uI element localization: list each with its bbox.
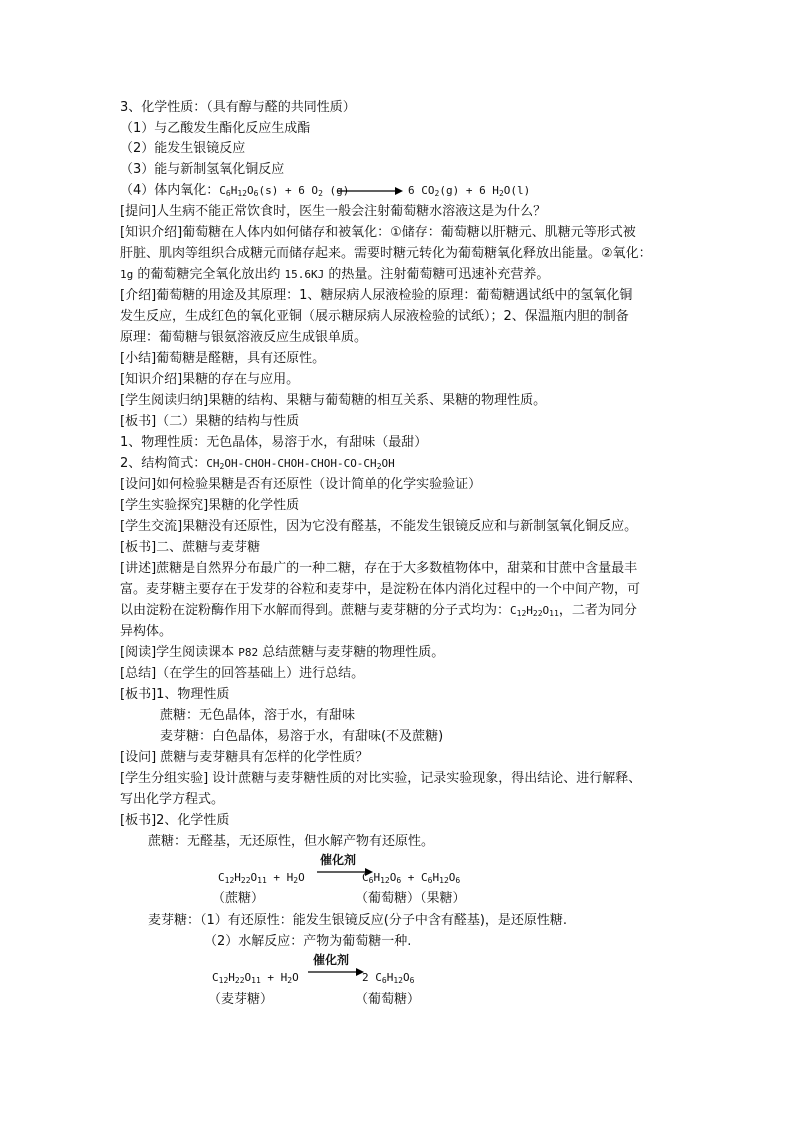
text: 原理：葡萄糖与银氨溶液反应生成银单质。	[120, 330, 368, 345]
text: [设问]如何检验果糖是否有还原性（设计简单的化学实验验证）	[120, 477, 482, 492]
text: （3）能与新制氢氧化铜反应	[120, 162, 285, 177]
paragraph-line	[120, 559, 637, 579]
paragraph-line	[120, 769, 641, 789]
text: 以由淀粉在淀粉酶作用下水解而得到。蔗糖与麦芽糖的分子式均为：	[120, 603, 511, 618]
equation-label	[355, 889, 466, 909]
text: （麦芽糖）	[208, 992, 274, 1007]
text: 麦芽糖：白色晶体，易溶于水，有甜味(不及蔗糖)	[160, 729, 444, 744]
formula: $CH_2OH-CHOH-CHOH-CHOH-CO-CH_2OH$	[206, 457, 395, 471]
formula: $C_6H_{12}O_6(s) + 6$ $O_2$ (g)	[219, 184, 350, 198]
text: 3、化学性质：（具有醇与醛的共同性质）	[120, 100, 356, 115]
text: 的热量。注射葡萄糖可迅速补充营养。	[324, 267, 550, 282]
paragraph-line	[120, 538, 260, 558]
text: [学生交流]果糖没有还原性，因为它没有醛基，不能发生银镜反应和与新制氢氧化铜反应。	[120, 519, 638, 534]
paragraph-line	[120, 202, 546, 222]
paragraph-line	[120, 160, 284, 180]
text: 肝脏、肌肉等组织合成糖元而储存起来。需要时糖元转化为葡萄糖氧化释放出能量。②氧化：	[120, 246, 652, 261]
reaction-arrow-icon	[335, 181, 405, 201]
paragraph-line	[120, 643, 444, 663]
structure-formula-line	[120, 454, 395, 474]
text: ，二者为同分	[558, 603, 637, 618]
text: [学生分组实验] 设计蔗糖与麦芽糖性质的对比实验，记录实验现象，得出结论、进行解释、	[120, 771, 642, 786]
maltose-equation-products: 2 $C_6H_{12}O_6$	[362, 971, 415, 985]
reaction-arrow-icon	[306, 962, 366, 982]
paragraph-line	[120, 223, 636, 243]
text: [知识介绍]果糖的存在与应用。	[120, 372, 300, 387]
text: 写出化学方程式。	[120, 792, 225, 807]
text: （葡萄糖）	[355, 992, 421, 1007]
text: [知识介绍]葡萄糖在人体内如何储存和被氧化：①储存：葡萄糖以肝糖元、肌糖元等形式被	[120, 225, 636, 240]
text: [小结]葡萄糖是醛糖，具有还原性。	[120, 351, 326, 366]
oxidation-equation	[120, 181, 349, 201]
paragraph-line	[160, 706, 355, 726]
text: （蔗糖）	[212, 891, 265, 906]
text: [提问]人生病不能正常饮食时，医生一般会注射葡萄糖水溶液这是为什么？	[120, 204, 547, 219]
paragraph-line	[120, 433, 427, 453]
text: 富。麦芽糖主要存在于发芽的谷粒和麦芽中，是淀粉在体内消化过程中的一个中间产物，可	[120, 582, 641, 597]
text: 15.6KJ	[284, 268, 325, 281]
paragraph-line	[120, 370, 299, 390]
paragraph-line	[120, 286, 632, 306]
text: [总结]（在学生的回答基础上）进行总结。	[120, 666, 365, 681]
text: 总结蔗糖与麦芽糖的物理性质。	[258, 645, 445, 660]
text: [设问] 蔗糖与麦芽糖具有怎样的化学性质？	[120, 750, 369, 765]
catalyst-label: 催化剂	[320, 853, 357, 867]
text: （4）体内氧化：	[120, 183, 220, 198]
text: [板书]二、蔗糖与麦芽糖	[120, 540, 261, 555]
text: [板书]（二）果糖的结构与性质	[120, 414, 300, 429]
section-heading	[120, 98, 356, 118]
paragraph-line	[120, 496, 299, 516]
paragraph-line	[120, 664, 364, 684]
paragraph-line	[120, 119, 310, 139]
maltose-equation-reactants: $C_{12}H_{22}O_{11} + H_2O$	[212, 971, 299, 985]
text: [学生实验探究]果糖的化学性质	[120, 498, 300, 513]
paragraph-line	[120, 580, 640, 600]
text: 1g	[120, 268, 134, 281]
paragraph-line	[120, 475, 481, 495]
paragraph-line	[120, 517, 637, 537]
equation-label	[355, 990, 420, 1010]
text: 发生反应，生成红色的氧化亚铜（展示糖尿病人尿液检验的试纸）；2、保温瓶内胆的制备	[120, 309, 629, 324]
paragraph-line	[120, 622, 172, 642]
text: P82	[238, 646, 259, 659]
paragraph-line	[120, 790, 224, 810]
sucrose-equation-products: $C_6H_{12}O_6 + C_6H_{12}O_6$	[362, 871, 461, 885]
text: 蔗糖：无色晶体，溶于水，有甜味	[160, 708, 356, 723]
paragraph-line	[204, 932, 411, 952]
sucrose-equation-reactants: $C_{12}H_{22}O_{11} + H_2O$	[218, 871, 305, 885]
paragraph-line	[120, 328, 367, 348]
paragraph-line	[120, 265, 549, 285]
paragraph-line	[120, 412, 299, 432]
text: 蔗糖：无醛基，无还原性，但水解产物有还原性。	[148, 834, 435, 849]
text: [讲述]蔗糖是自然界分布最广的一种二糖，存在于大多数植物体中，甜菜和甘蔗中含量最丰	[120, 561, 638, 576]
paragraph-line	[160, 727, 443, 747]
paragraph-line	[148, 911, 567, 931]
equation-label	[212, 889, 264, 909]
text: [学生阅读归纳]果糖的结构、果糖与葡萄糖的相互关系、果糖的物理性质。	[120, 393, 547, 408]
paragraph-line	[120, 748, 368, 768]
paragraph-line	[120, 601, 637, 621]
text: 的葡萄糖完全氧化放出约	[133, 267, 285, 282]
paragraph-line	[120, 811, 229, 831]
text: （1）与乙酸发生酯化反应生成酯	[120, 121, 311, 136]
text: 麦芽糖：（1）有还原性：能发生银镜反应(分子中含有醛基)，是还原性糖.	[148, 913, 568, 928]
text: 异构体。	[120, 624, 173, 639]
text: （2）水解反应：产物为葡萄糖一种.	[204, 934, 412, 949]
catalyst-label: 催化剂	[313, 953, 350, 967]
paragraph-line	[120, 139, 245, 159]
text: （葡萄糖）（果糖）	[355, 891, 466, 906]
text: [板书]1、物理性质	[120, 687, 230, 702]
text: [阅读]学生阅读课本	[120, 645, 239, 660]
text: [板书]2、化学性质	[120, 813, 230, 828]
equation-label	[208, 990, 273, 1010]
text: 1、物理性质：无色晶体，易溶于水，有甜味（最甜）	[120, 435, 428, 450]
text: 2、结构简式：	[120, 456, 207, 471]
paragraph-line	[120, 349, 325, 369]
formula: $C_{12}H_{22}O_{11}$	[510, 604, 559, 618]
text: （2）能发生银镜反应	[120, 141, 246, 156]
paragraph-line	[120, 685, 229, 705]
formula-products: 6 $CO_2(g) + 6$ $H_2O(l)$	[408, 184, 531, 198]
paragraph-line	[120, 391, 546, 411]
paragraph-line	[120, 307, 629, 327]
text: [介绍]葡萄糖的用途及其原理：1、糖尿病人尿液检验的原理：葡萄糖遇试纸中的氢氧化铜	[120, 288, 633, 303]
paragraph-line	[120, 244, 652, 264]
paragraph-line	[148, 832, 434, 852]
